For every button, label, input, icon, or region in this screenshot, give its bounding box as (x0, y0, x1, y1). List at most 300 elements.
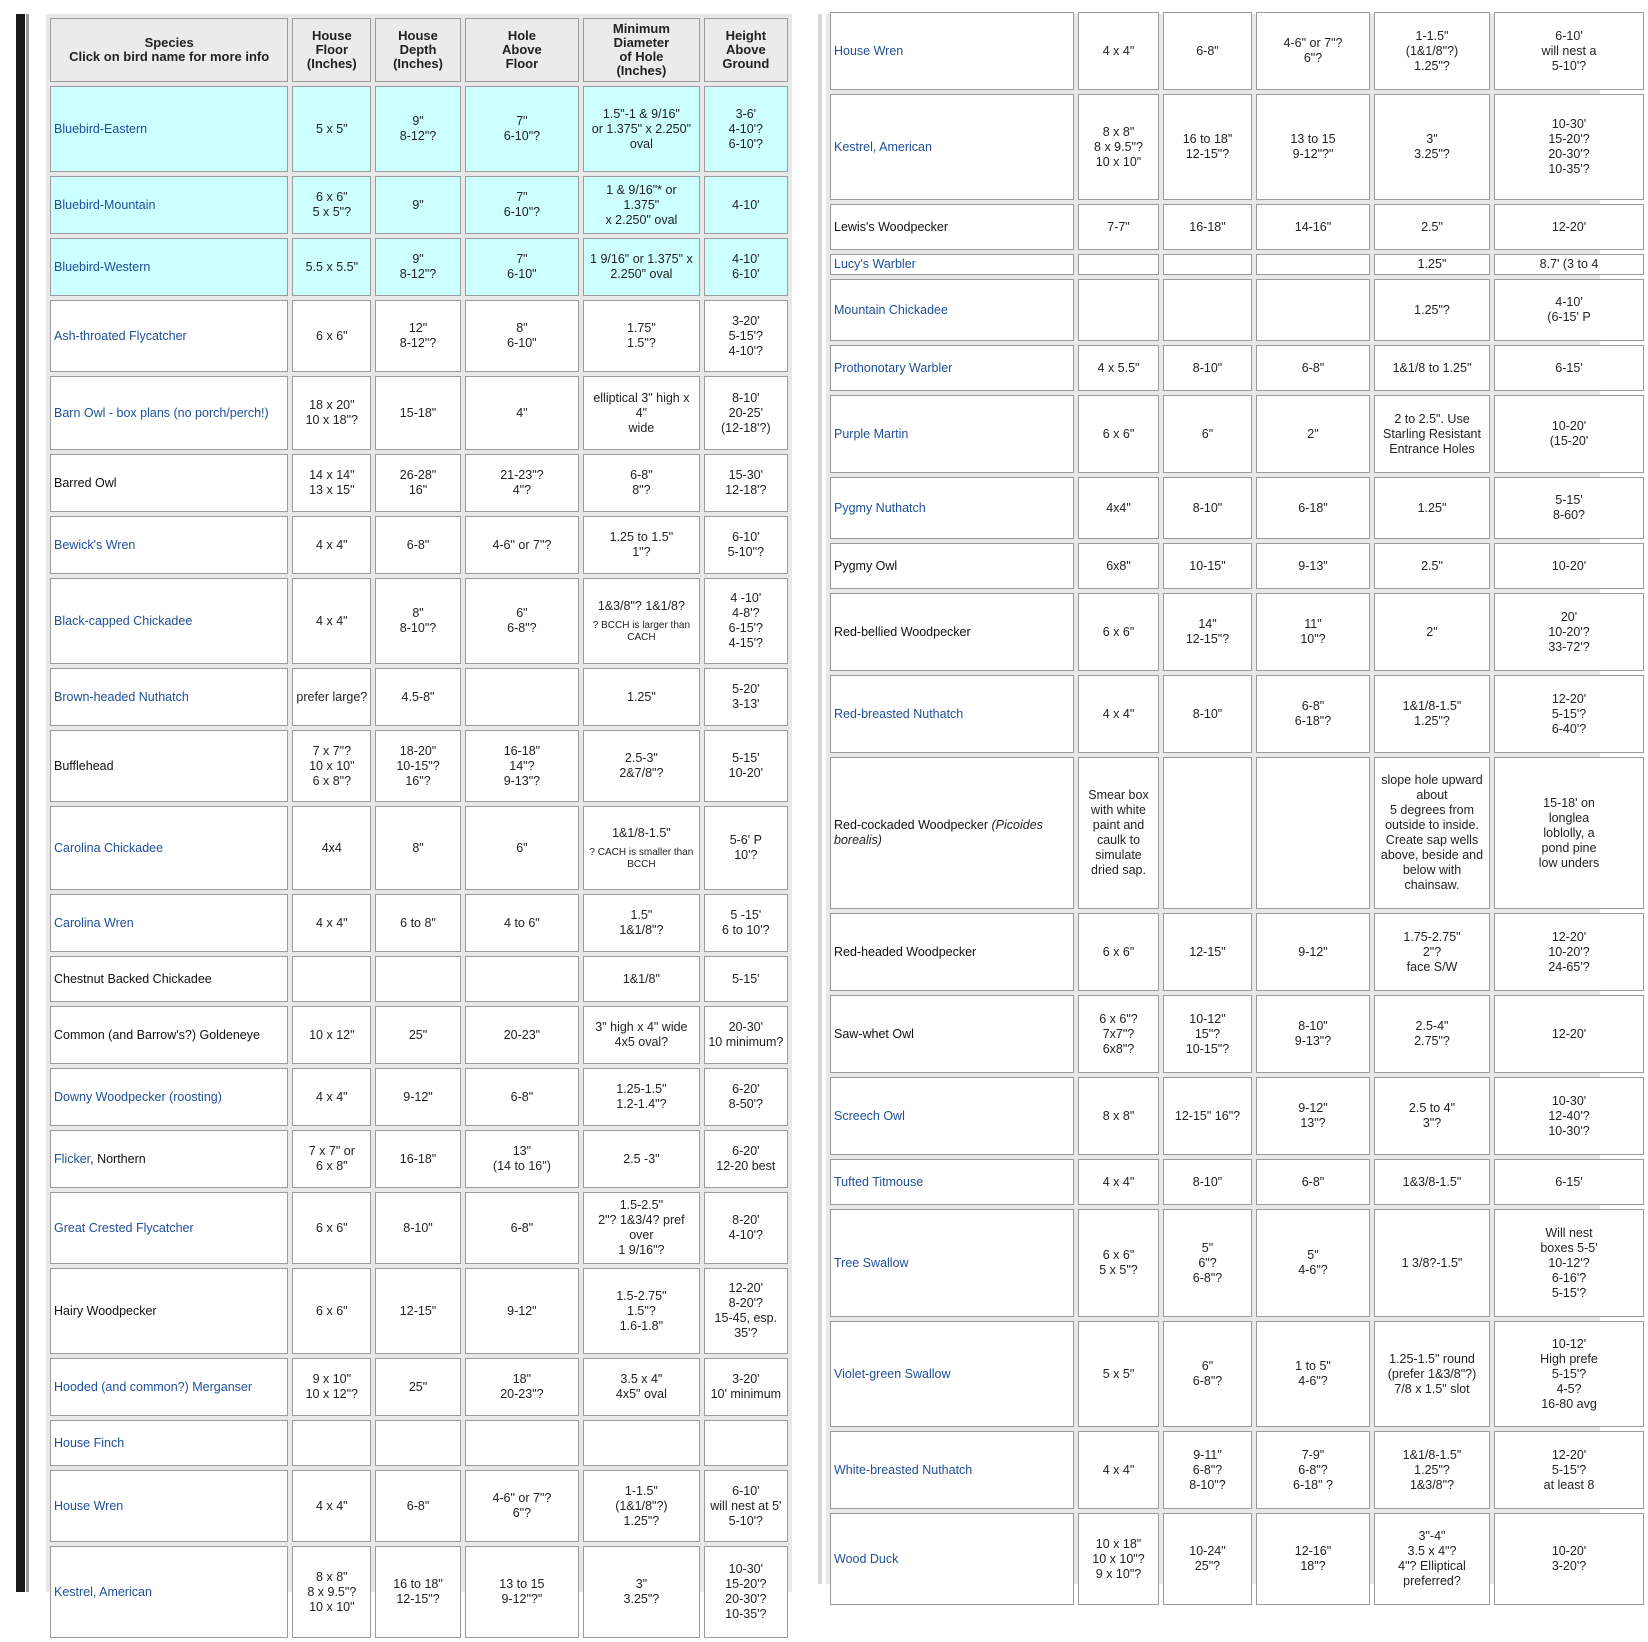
house-floor-value: 4x4 (321, 840, 342, 855)
house-floor-value: 4 x 4" (316, 1089, 348, 1104)
min-diameter-cell (583, 668, 700, 726)
min-diameter-value: 1.5-2.5" 2"? 1&3/4? pref over 1 9/16"? (598, 1198, 685, 1257)
species-cell (830, 254, 1074, 275)
house-floor-cell (292, 1358, 371, 1416)
table-row (830, 1159, 1644, 1205)
species-link[interactable]: Kestrel, American (834, 139, 932, 154)
height-above-ground-cell (704, 376, 788, 450)
house-depth-value: 9" (412, 197, 424, 212)
house-depth-cell (1163, 345, 1252, 391)
hole-above-floor-value: 9-12" (507, 1303, 537, 1318)
house-depth-value: 16 to 18" 12-15"? (393, 1577, 443, 1606)
species-link[interactable]: Barn Owl - box plans (no porch/perch!) (54, 405, 269, 420)
hole-above-floor-cell (1256, 345, 1370, 391)
height-above-ground-value: 6-15' (1555, 1174, 1583, 1189)
height-above-ground-cell (704, 1268, 788, 1354)
house-depth-value: 12-15" 16"? (1174, 1108, 1241, 1123)
height-above-ground-value: 6-15' (1555, 360, 1583, 375)
min-diameter-cell (1374, 757, 1490, 909)
species-link[interactable]: House Wren (834, 43, 904, 58)
species-cell (830, 12, 1074, 90)
min-diameter-cell (1374, 1513, 1490, 1605)
house-depth-value: 16 to 18" 12-15"? (1182, 132, 1233, 161)
hole-above-floor-value: 9-12" 13"? (1298, 1101, 1328, 1130)
hole-above-floor-cell (1256, 543, 1370, 589)
height-above-ground-cell (1494, 543, 1644, 589)
species-link[interactable]: Prothonotary Warbler (834, 360, 953, 375)
min-diameter-value: 1 3/8?-1.5" (1401, 1255, 1463, 1270)
house-depth-cell (1163, 1077, 1252, 1155)
min-diameter-cell (1374, 593, 1490, 671)
table-row (830, 913, 1644, 991)
right-table-panel (826, 14, 1600, 1588)
species-link[interactable]: Hooded (and common?) Merganser (54, 1379, 253, 1394)
header-house-depth: House Depth (Inches) (375, 18, 460, 82)
left-edge-bar-shadow (26, 14, 29, 1592)
table-row (50, 86, 788, 172)
hole-above-floor-cell (1256, 279, 1370, 341)
house-floor-cell (292, 730, 371, 802)
table-row (50, 956, 788, 1002)
house-depth-value: 6" 6-8"? (1192, 1359, 1223, 1388)
hole-above-floor-value: 13" (14 to 16") (492, 1144, 551, 1173)
min-diameter-value: 3"-4" 3.5 x 4"? 4"? Elliptical preferred? (1398, 1529, 1466, 1588)
house-floor-cell (1078, 477, 1159, 539)
house-depth-value: 8-10" (1192, 360, 1223, 375)
min-diameter-cell (1374, 1077, 1490, 1155)
table-row (830, 1431, 1644, 1509)
birdhouse-table-right (826, 8, 1648, 1609)
hole-above-floor-value: 4-6" or 7"? 6"? (1283, 36, 1343, 65)
house-depth-cell (375, 238, 460, 296)
height-above-ground-value: 10-30' 15-20'? 20-30'? 10-35'? (725, 1562, 767, 1621)
house-depth-cell (1163, 913, 1252, 991)
header-species: Species Click on bird name for more info (50, 18, 288, 82)
hole-above-floor-value: 6-18" (1298, 500, 1328, 515)
hole-above-floor-cell (465, 376, 579, 450)
height-above-ground-cell (704, 1068, 788, 1126)
height-above-ground-value: 4-10' (6-15' P (1547, 295, 1591, 324)
species-link[interactable]: Wood Duck (834, 1551, 899, 1566)
min-diameter-cell (583, 86, 700, 172)
height-above-ground-value: 4-10' (732, 197, 760, 212)
height-above-ground-cell (704, 1358, 788, 1416)
house-depth-value: 8-10" (1192, 706, 1223, 721)
house-depth-cell (375, 376, 460, 450)
min-diameter-value: 6-8" 8"? (630, 468, 653, 497)
table-row (830, 345, 1644, 391)
house-depth-cell (1163, 675, 1252, 753)
hole-above-floor-cell (465, 1130, 579, 1188)
house-floor-value: 7-7" (1107, 219, 1130, 234)
house-floor-value: 8 x 8" 8 x 9.5"? 10 x 10" (307, 1569, 357, 1614)
right-table-body (830, 12, 1644, 1605)
height-above-ground-cell (704, 1192, 788, 1264)
min-diameter-value: 1&1/8-1.5" (612, 825, 671, 840)
house-floor-value: 4 x 5.5" (1097, 360, 1140, 375)
min-diameter-value: 1.25" (1417, 500, 1447, 515)
house-depth-cell (1163, 279, 1252, 341)
species-cell (50, 1268, 288, 1354)
species-link[interactable]: Bewick's Wren (54, 537, 136, 552)
house-depth-value: 14" 12-15"? (1185, 617, 1230, 646)
table-row (830, 204, 1644, 250)
hole-above-floor-cell (465, 668, 579, 726)
house-depth-cell (375, 1130, 460, 1188)
table-row (830, 1513, 1644, 1605)
height-above-ground-value: 6-10' will nest at 5' 5-10'? (710, 1483, 782, 1528)
species-link[interactable]: Screech Owl (834, 1108, 905, 1123)
hole-above-floor-cell (1256, 1209, 1370, 1317)
house-depth-cell (1163, 12, 1252, 90)
house-floor-value: 7 x 7"? 10 x 10" 6 x 8"? (309, 743, 355, 788)
house-floor-value: 8 x 8" 8 x 9.5"? 10 x 10" (1094, 124, 1143, 169)
hole-above-floor-value: 6" 6-8"? (507, 606, 537, 635)
hole-above-floor-cell (465, 1006, 579, 1064)
min-diameter-value: 1.25"? (1414, 302, 1450, 317)
species-cell (50, 176, 288, 234)
hole-above-floor-cell (1256, 1431, 1370, 1509)
species-link[interactable]: Bluebird-Western (54, 259, 151, 274)
min-diameter-value: 1&1/8" (622, 971, 660, 986)
hole-above-floor-cell (465, 956, 579, 1002)
hole-above-floor-cell (465, 1546, 579, 1638)
right-panel-rail (818, 14, 822, 1584)
house-floor-cell (1078, 675, 1159, 753)
hole-above-floor-cell (1256, 1321, 1370, 1427)
height-above-ground-cell (704, 806, 788, 890)
species-cell (50, 454, 288, 512)
min-diameter-value: 1 & 9/16"* or 1.375" x 2.250" oval (605, 182, 678, 227)
hole-above-floor-cell (465, 1420, 579, 1466)
min-diameter-cell (583, 516, 700, 574)
hole-above-floor-value: 6-8" (510, 1089, 534, 1104)
table-row (50, 730, 788, 802)
min-diameter-value: 2.5" (1421, 558, 1443, 573)
house-floor-value: 8 x 8" (1102, 1108, 1135, 1123)
table-row (50, 578, 788, 664)
hole-above-floor-cell (465, 1068, 579, 1126)
height-above-ground-value: 12-20' 10-20'? 24-65'? (1548, 929, 1590, 974)
height-above-ground-value: 5-15' (732, 971, 760, 986)
house-floor-cell (292, 300, 371, 372)
min-diameter-cell (583, 730, 700, 802)
house-floor-cell (1078, 345, 1159, 391)
species-cell (50, 1420, 288, 1466)
species-name: Red-cockaded Woodpecker (834, 818, 992, 832)
height-above-ground-cell (704, 300, 788, 372)
species-link[interactable]: Carolina Chickadee (54, 840, 164, 855)
table-row (50, 1470, 788, 1542)
height-above-ground-value: 6-20' 12-20 best (716, 1144, 776, 1173)
house-floor-cell (1078, 1077, 1159, 1155)
species-link[interactable]: Kestrel, American (54, 1584, 152, 1599)
table-row (830, 543, 1644, 589)
height-above-ground-cell (704, 668, 788, 726)
house-floor-value: 4 x 4" (316, 613, 348, 628)
table-row (50, 454, 788, 512)
min-diameter-value: 2.5-4" 2.75"? (1414, 1019, 1450, 1048)
species-link[interactable]: Downy Woodpecker (roosting) (54, 1089, 222, 1104)
house-depth-cell (1163, 94, 1252, 200)
diameter-note: ? BCCH is larger than CACH (592, 619, 691, 643)
left-table-panel (46, 14, 792, 1621)
species-link[interactable]: Bluebird-Mountain (54, 197, 156, 212)
min-diameter-value: 1.75" 1.5"? (627, 321, 656, 350)
hole-above-floor-value: 13 to 15 9-12"?" (1290, 132, 1336, 161)
species-name: Lewis's Woodpecker (834, 219, 949, 234)
house-floor-value: 6 x 6"? 7x7"? 6x8"? (1099, 1011, 1138, 1056)
header-min-diameter: Minimum Diameter of Hole (Inches) (583, 18, 700, 82)
min-diameter-cell (583, 806, 700, 890)
house-floor-value: 4 x 4" (316, 537, 348, 552)
house-depth-cell (375, 1470, 460, 1542)
house-depth-cell (375, 454, 460, 512)
species-link[interactable]: Violet-green Swallow (834, 1366, 951, 1381)
height-above-ground-cell (704, 1546, 788, 1638)
table-header-row (50, 18, 788, 82)
height-above-ground-cell (704, 730, 788, 802)
species-link[interactable]: Tufted Titmouse (834, 1174, 924, 1189)
house-depth-value: 8-10" (1192, 500, 1223, 515)
species-link[interactable]: House Wren (54, 1498, 124, 1513)
min-diameter-value: 1.25" (1417, 257, 1447, 271)
min-diameter-value: 1.25-1.5" round (prefer 1&3/8"?) 7/8 x 1.5" slot (1387, 1351, 1477, 1396)
table-row (830, 757, 1644, 909)
species-link[interactable]: Great Crested Flycatcher (54, 1220, 194, 1235)
species-name: Hairy Woodpecker (54, 1303, 157, 1318)
height-above-ground-value: 5-15' 8-60? (1553, 493, 1585, 522)
house-depth-value: 10-12" 15"? 10-15"? (1185, 1011, 1230, 1056)
hole-above-floor-cell (465, 1470, 579, 1542)
house-floor-cell (1078, 1159, 1159, 1205)
table-row (50, 300, 788, 372)
species-cell (830, 593, 1074, 671)
house-floor-value: 6 x 6" 5 x 5"? (312, 190, 352, 219)
height-above-ground-value: 15-18' on longlea loblolly, a pond pine low unders (1538, 795, 1600, 870)
min-diameter-value: 2.5 -3" (623, 1151, 660, 1166)
hole-above-floor-value: 4" (516, 405, 528, 420)
house-depth-value: 6 to 8" (400, 915, 436, 930)
hole-above-floor-cell (465, 1358, 579, 1416)
house-depth-cell (1163, 1431, 1252, 1509)
house-depth-cell (1163, 1513, 1252, 1605)
house-floor-value: 7 x 7" or 6 x 8" (308, 1144, 355, 1173)
hole-above-floor-value: 7" 6-10" (507, 252, 537, 281)
height-above-ground-cell (1494, 913, 1644, 991)
hole-above-floor-value: 9-13" (1298, 558, 1328, 573)
house-depth-value: 12-15" (1189, 944, 1226, 959)
height-above-ground-value: 10-30' 15-20'? 20-30'? 10-35'? (1548, 117, 1590, 176)
height-above-ground-value: 3-20' 10' minimum (710, 1372, 782, 1401)
table-row (50, 376, 788, 450)
house-floor-cell (1078, 254, 1159, 275)
house-floor-value: 4x4" (1106, 500, 1131, 515)
house-depth-value: 8" 8-10"? (399, 606, 437, 635)
species-link[interactable]: Black-capped Chickadee (54, 613, 193, 628)
species-scientific-name: (Picoides borealis) (834, 818, 1043, 847)
house-depth-cell (1163, 1209, 1252, 1317)
height-above-ground-value: 10-20' (15-20' (1549, 419, 1589, 448)
species-link[interactable]: Pygmy Nuthatch (834, 500, 926, 515)
table-row (830, 279, 1644, 341)
height-above-ground-cell (1494, 757, 1644, 909)
min-diameter-value: 1&3/8-1.5" (1402, 1174, 1462, 1189)
min-diameter-cell (1374, 543, 1490, 589)
table-row (50, 1420, 788, 1466)
hole-above-floor-cell (465, 1192, 579, 1264)
species-link[interactable]: Flicker (54, 1151, 91, 1166)
min-diameter-value: 1.5" 1&1/8"? (619, 908, 664, 937)
hole-above-floor-cell (465, 806, 579, 890)
height-above-ground-cell (1494, 94, 1644, 200)
height-above-ground-value: 20' 10-20'? 33-72'? (1548, 609, 1590, 654)
house-floor-value: 5.5 x 5.5" (305, 259, 359, 274)
species-cell (50, 956, 288, 1002)
species-link[interactable]: Lucy's Warbler (834, 257, 916, 271)
height-above-ground-cell (704, 516, 788, 574)
height-above-ground-value: 12-20' 8-20'? 15-45, esp. 35'? (714, 1281, 778, 1340)
house-depth-value: 26-28" 16" (399, 468, 437, 497)
hole-above-floor-cell (1256, 675, 1370, 753)
house-depth-value: 10-24" 25"? (1189, 1544, 1226, 1573)
table-row (830, 675, 1644, 753)
species-link[interactable]: Ash-throated Flycatcher (54, 328, 187, 343)
hole-above-floor-value: 11" 10"? (1300, 617, 1326, 646)
house-floor-value: 4 x 4" (1102, 706, 1135, 721)
species-name: Saw-whet Owl (834, 1026, 914, 1041)
min-diameter-value: 1.25-1.5" 1.2-1.4"? (616, 1082, 667, 1111)
hole-above-floor-value: 6-8" (1301, 1174, 1325, 1189)
house-depth-value: 25" (408, 1379, 428, 1394)
hole-above-floor-value: 13 to 15 9-12"?" (499, 1577, 545, 1606)
species-link[interactable]: Tree Swallow (834, 1255, 909, 1270)
house-depth-cell (375, 1268, 460, 1354)
hole-above-floor-cell (465, 454, 579, 512)
hole-above-floor-value: 18" 20-23"? (500, 1372, 544, 1401)
min-diameter-cell (583, 376, 700, 450)
house-depth-value: 9" 8-12"? (399, 252, 437, 281)
height-above-ground-cell (1494, 395, 1644, 473)
house-depth-value: 6-8" (406, 1498, 430, 1513)
species-cell (50, 1130, 288, 1188)
house-depth-value: 9-11" 6-8"? 8-10"? (1189, 1447, 1226, 1492)
min-diameter-value: 3" 3.25"? (1414, 132, 1450, 161)
hole-above-floor-value: 4 to 6" (504, 915, 540, 930)
species-cell (50, 730, 288, 802)
min-diameter-cell (583, 300, 700, 372)
min-diameter-cell (1374, 94, 1490, 200)
species-link[interactable]: Mountain Chickadee (834, 302, 948, 317)
height-above-ground-cell (1494, 593, 1644, 671)
height-above-ground-cell (1494, 675, 1644, 753)
house-depth-value: 5" 6"? 6-8"? (1192, 1240, 1223, 1285)
species-cell (830, 995, 1074, 1073)
height-above-ground-cell (1494, 1159, 1644, 1205)
hole-above-floor-value: 14-16" (1294, 219, 1332, 234)
house-floor-cell (1078, 1431, 1159, 1509)
species-cell (830, 543, 1074, 589)
height-above-ground-cell (704, 894, 788, 952)
species-link[interactable]: White-breasted Nuthatch (834, 1462, 973, 1477)
table-row (830, 1321, 1644, 1427)
species-link[interactable]: Bluebird-Eastern (54, 121, 148, 136)
min-diameter-value: 3" high x 4" wide 4x5 oval? (595, 1020, 688, 1049)
height-above-ground-cell (704, 1006, 788, 1064)
species-name: Chestnut Backed Chickadee (54, 971, 212, 986)
header-hole-above-floor: Hole Above Floor (465, 18, 579, 82)
height-above-ground-cell (1494, 1209, 1644, 1317)
house-depth-value: 25" (408, 1027, 428, 1042)
hole-above-floor-cell (1256, 1159, 1370, 1205)
hole-above-floor-cell (1256, 1077, 1370, 1155)
height-above-ground-value: 8.7' (3 to 4 (1539, 257, 1599, 271)
species-cell (830, 1431, 1074, 1509)
height-above-ground-cell (704, 1130, 788, 1188)
house-depth-value: 8" (412, 840, 424, 855)
table-row (50, 1546, 788, 1638)
hole-above-floor-value: 6-8" (510, 1220, 534, 1235)
hole-above-floor-cell (1256, 254, 1370, 275)
species-link[interactable]: Brown-headed Nuthatch (54, 689, 189, 704)
min-diameter-cell (583, 894, 700, 952)
height-above-ground-cell (704, 956, 788, 1002)
house-depth-cell (375, 894, 460, 952)
species-link[interactable]: House Finch (54, 1435, 125, 1450)
house-floor-cell (1078, 913, 1159, 991)
house-depth-value: 6" (1201, 426, 1214, 441)
table-row (50, 1192, 788, 1264)
house-floor-value: 6x8" (1106, 558, 1131, 573)
house-floor-value: 6 x 6" 5 x 5"? (1099, 1248, 1138, 1277)
min-diameter-cell (583, 1130, 700, 1188)
house-depth-value: 9-12" (403, 1089, 433, 1104)
table-row (830, 254, 1644, 275)
table-row (50, 238, 788, 296)
min-diameter-value: 1.75-2.75" 2"? face S/W (1403, 929, 1461, 974)
house-depth-cell (1163, 757, 1252, 909)
house-floor-cell (1078, 1209, 1159, 1317)
species-cell (830, 1077, 1074, 1155)
house-floor-value: 5 x 5" (1102, 1366, 1135, 1381)
house-depth-value: 12-15" (399, 1303, 437, 1318)
house-floor-value: 10 x 12" (309, 1027, 355, 1042)
house-floor-cell (1078, 1513, 1159, 1605)
house-floor-value: 6 x 6" (316, 1303, 348, 1318)
height-above-ground-value: 10-12' High prefe 5-15'? 4-5? 16-80 avg (1540, 1336, 1598, 1411)
house-depth-cell (375, 1006, 460, 1064)
min-diameter-cell (1374, 12, 1490, 90)
house-floor-cell (292, 86, 371, 172)
species-name: Red-bellied Woodpecker (834, 624, 971, 639)
height-above-ground-value: 6-10' 5-10"? (727, 530, 765, 559)
species-link[interactable]: Red-breasted Nuthatch (834, 706, 964, 721)
height-above-ground-value: 10-30' 12-40'? 10-30'? (1548, 1093, 1590, 1138)
house-floor-cell (292, 1546, 371, 1638)
species-link[interactable]: Carolina Wren (54, 915, 134, 930)
height-above-ground-value: 12-20' (1551, 219, 1587, 234)
species-cell (830, 757, 1074, 909)
hole-above-floor-value: 4-6" or 7"? 6"? (492, 1491, 552, 1520)
species-cell (50, 1470, 288, 1542)
hole-above-floor-cell (465, 730, 579, 802)
table-row (830, 1209, 1644, 1317)
table-row (50, 668, 788, 726)
house-depth-cell (1163, 1159, 1252, 1205)
house-depth-value: 16-18" (399, 1151, 437, 1166)
species-link[interactable]: Purple Martin (834, 426, 909, 441)
house-floor-value: 14 x 14" 13 x 15" (309, 468, 355, 497)
